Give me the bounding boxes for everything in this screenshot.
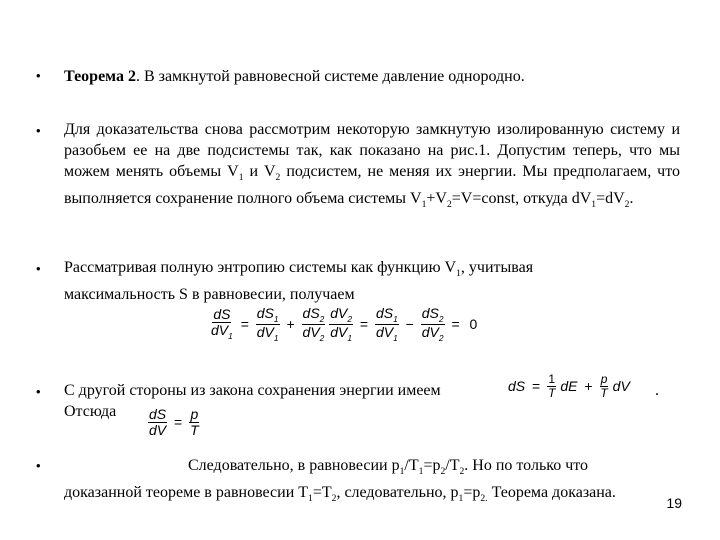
denominator: $dV_1$ xyxy=(256,323,279,343)
numerator: $dV_2$ xyxy=(330,305,353,324)
numerator: $dS_1$ xyxy=(256,305,279,324)
plus-sign: + xyxy=(584,378,593,395)
numerator: 1 xyxy=(548,372,556,386)
denominator: dV xyxy=(149,421,167,438)
fraction xyxy=(329,306,353,342)
energy-dot: . xyxy=(655,382,659,399)
bullet-3: • xyxy=(36,261,41,276)
equals-sign: = xyxy=(240,316,249,333)
bullet-2: • xyxy=(36,123,41,138)
fraction xyxy=(375,306,399,342)
denominator: $dV_1$ xyxy=(211,322,233,341)
sub: 1 xyxy=(421,199,427,211)
bullet-5: • xyxy=(36,458,41,473)
denominator: $dV_2$ xyxy=(421,323,444,343)
numerator: p xyxy=(190,406,199,422)
conclusion-line1: Следовательно, в равновесии $p_1/T_1=p_2/T_2$. Но по только что доказанной теореме в равновесии $T_1=T_2$, следовательно, $p_1=p_{2.}$ Теорема доказана. xyxy=(64,457,616,505)
bullet-1: • xyxy=(36,68,41,83)
fraction xyxy=(148,407,167,437)
page-number: 19 xyxy=(666,495,682,511)
denominator: T xyxy=(548,385,556,400)
minus-sign: − xyxy=(405,316,414,333)
sub: 2 xyxy=(275,172,281,184)
denominator: $dV_1$ xyxy=(330,323,353,343)
proof-text: Для доказательства снова рассмотрим некоторую замкнутую изолированную систему и разобьем ее на две подсистемы так, как показано на рис.1. Допустим теперь, что мы можем менять объемы V xyxy=(64,121,680,180)
equals-sign: = xyxy=(359,316,369,333)
bullet-4: • xyxy=(36,384,41,399)
sub: 2 xyxy=(446,199,452,211)
proof-paragraph xyxy=(64,119,680,215)
numerator: $dS_2$ xyxy=(302,305,325,324)
proof-text: и V xyxy=(243,163,276,180)
fraction xyxy=(547,373,556,399)
sub: 1 xyxy=(238,172,244,184)
theorem-label: Теорема 2 xyxy=(64,68,136,85)
equals-sign: = xyxy=(174,414,183,431)
numerator: $dS_2$ xyxy=(421,305,444,324)
denominator: $dV_2$ xyxy=(302,323,325,343)
plus-sign: + xyxy=(286,316,295,333)
sub: 1 xyxy=(456,268,461,280)
fraction xyxy=(210,307,234,340)
energy-paragraph xyxy=(64,380,504,422)
numerator: $dS_1$ xyxy=(375,305,398,324)
numerator: p xyxy=(600,372,608,386)
zero: 0 xyxy=(469,316,478,333)
numerator: dS xyxy=(213,306,231,323)
energy-text: С другой стороны из закона сохранения энергии имеем xyxy=(64,382,441,399)
proof-text: +V xyxy=(426,190,447,208)
lhs: dS xyxy=(508,378,526,395)
denominator: T xyxy=(600,385,608,400)
fraction xyxy=(189,407,200,437)
dV: dV xyxy=(612,378,630,395)
energy-text: Отсюда xyxy=(64,403,117,420)
numerator: dS xyxy=(149,406,167,422)
denominator: T xyxy=(190,421,199,438)
proof-text: подсистем, не меняя их энергии. Мы предполагаем, что выполняется сохранение полного объема системы V xyxy=(64,163,680,208)
equals-sign: = xyxy=(532,378,541,395)
theorem-text: . В замкнутой равновесной системе давление однородно. xyxy=(135,68,525,85)
fraction xyxy=(302,306,326,342)
pressure-formula xyxy=(148,407,200,437)
proof-text: =V=const, откуда dV xyxy=(451,190,592,208)
sub: 1 xyxy=(591,199,597,211)
entropy-paragraph xyxy=(64,257,624,305)
theorem-statement xyxy=(64,66,680,87)
energy-conservation-formula xyxy=(508,373,630,399)
entropy-text: Рассматривая полную энтропию системы как функцию V xyxy=(64,259,457,276)
fraction xyxy=(421,306,445,342)
proof-text: =dV xyxy=(596,190,625,208)
denominator: $dV_1$ xyxy=(375,323,398,343)
fraction xyxy=(256,306,280,342)
dE: dE xyxy=(560,378,578,395)
equals-sign: = xyxy=(451,316,460,333)
proof-text: . xyxy=(629,190,634,208)
entropy-text: , учитывая максимальность S в равновесии, получаем xyxy=(64,259,534,304)
sub: 2 xyxy=(624,199,630,211)
fraction xyxy=(599,373,608,399)
entropy-derivative-formula xyxy=(210,306,480,342)
